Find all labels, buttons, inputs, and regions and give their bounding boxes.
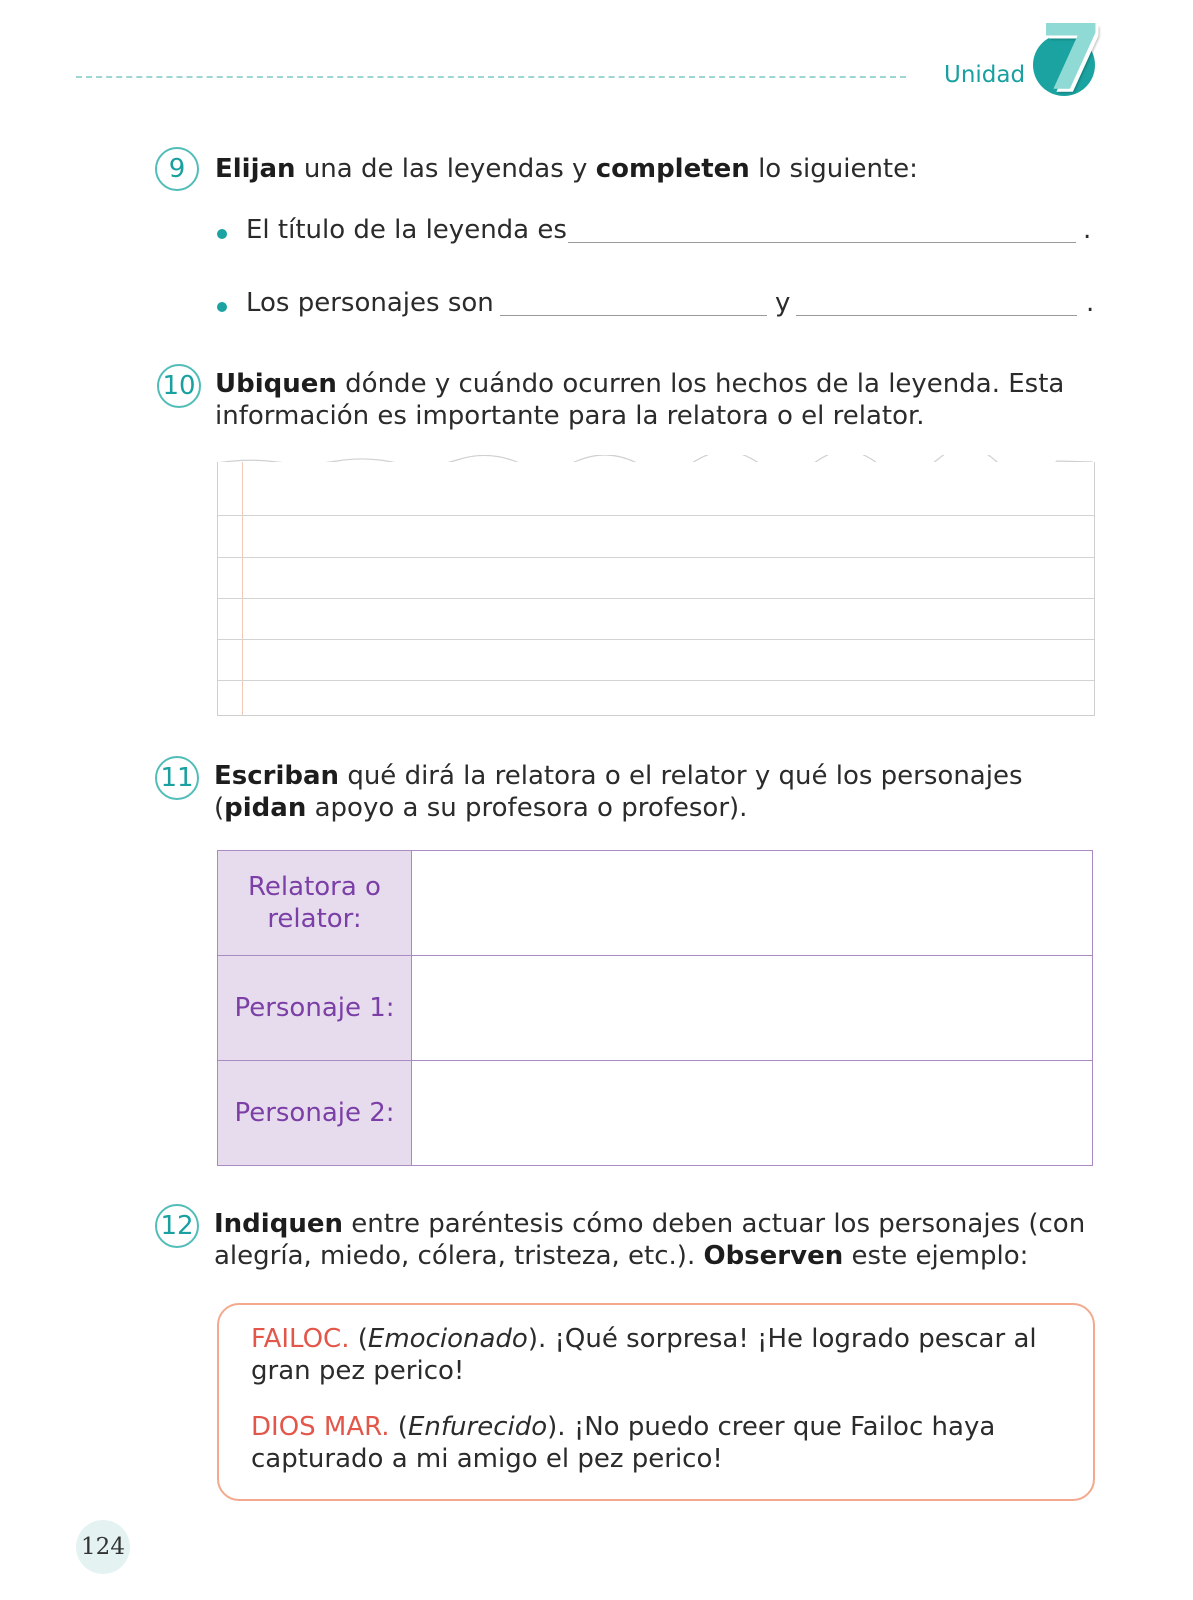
- row-label-narrator: [218, 851, 412, 956]
- row-label-text: Personaje 2:: [234, 1098, 395, 1128]
- paren: (: [389, 1412, 408, 1442]
- activity-11-text-2: apoyo a su profesora o profesor).: [306, 793, 748, 823]
- notebook-rule: [218, 557, 1094, 558]
- activity-number-10: 10: [157, 364, 201, 408]
- unit-label: Unidad: [944, 62, 1026, 88]
- row-label-text: relator:: [267, 904, 362, 934]
- paren: (: [349, 1324, 368, 1354]
- bullet-dot: [217, 229, 227, 239]
- activity-12-verb-1: Indiquen: [214, 1209, 343, 1239]
- character-1-writing-cell[interactable]: [412, 956, 1093, 1061]
- character-1-blank[interactable]: [500, 315, 767, 316]
- legend-title-prompt: El título de la leyenda es: [246, 215, 567, 245]
- activity-11-verb-1: Escriban: [214, 761, 340, 791]
- activity-12-verb-2: Observen: [703, 1241, 844, 1271]
- emotion-1: Emocionado: [367, 1324, 528, 1354]
- example-line-2: [251, 1411, 1071, 1475]
- example-line-1: [251, 1323, 1071, 1387]
- row-label-text: Relatora o: [248, 872, 381, 902]
- activity-number-12: 12: [155, 1204, 199, 1248]
- activity-number-11: 11: [155, 756, 199, 800]
- emotion-2: Enfurecido: [407, 1412, 548, 1442]
- notebook-writing-area[interactable]: [217, 462, 1095, 716]
- roles-table: [217, 850, 1093, 1166]
- notebook-margin-line: [242, 462, 243, 715]
- speech-1b: gran pez perico!: [251, 1356, 465, 1386]
- table-row: [218, 1061, 1093, 1166]
- activity-9-verb-2: completen: [595, 154, 750, 184]
- unit-number: 7: [1040, 6, 1103, 111]
- activity-9-text-1: una de las leyendas y: [295, 154, 596, 184]
- legend-title-blank[interactable]: [568, 242, 1076, 243]
- header-dashed-rule: [76, 76, 906, 78]
- table-row: [218, 851, 1093, 956]
- characters-prompt: Los personajes son: [246, 288, 494, 318]
- activity-9-instruction: [215, 153, 918, 185]
- character-2-blank[interactable]: [796, 315, 1077, 316]
- notebook-rule: [218, 680, 1094, 681]
- character-name-dios-mar: DIOS MAR.: [251, 1412, 390, 1442]
- character-name-failoc: FAILOC.: [251, 1324, 350, 1354]
- notebook-rule: [218, 598, 1094, 599]
- activity-12-text-2: alegría, miedo, cólera, tristeza, etc.).: [214, 1241, 704, 1271]
- character-2-writing-cell[interactable]: [412, 1061, 1093, 1166]
- activity-10-verb: Ubiquen: [215, 369, 337, 399]
- period: .: [1086, 288, 1095, 318]
- bullet-dot: [217, 302, 227, 312]
- speech-2a: ¡No puedo creer que Failoc haya: [573, 1412, 996, 1442]
- activity-12-text-3: este ejemplo:: [843, 1241, 1029, 1271]
- activity-number-9: 9: [155, 147, 199, 191]
- activity-10-text-2: información es importante para la relatora o el relator.: [215, 401, 925, 431]
- row-label-text: Personaje 1:: [234, 993, 395, 1023]
- narrator-writing-cell[interactable]: [412, 851, 1093, 956]
- activity-11-verb-2: pidan: [224, 793, 307, 823]
- speech-2b: capturado a mi amigo el pez perico!: [251, 1444, 723, 1474]
- activity-11-text-1: qué dirá la relatora o el relator y qué los personajes: [339, 761, 1023, 791]
- activity-12-text-1: entre paréntesis cómo deben actuar los personajes (con: [342, 1209, 1086, 1239]
- period: .: [1083, 215, 1092, 245]
- table-row: [218, 956, 1093, 1061]
- connector-y: y: [775, 288, 791, 318]
- row-label-character-1: [218, 956, 412, 1061]
- paren: ).: [547, 1412, 574, 1442]
- activity-12-instruction: [214, 1208, 1114, 1272]
- activity-9-verb-1: Elijan: [215, 154, 296, 184]
- row-label-character-2: [218, 1061, 412, 1166]
- speech-1a: ¡Qué sorpresa! ¡He logrado pescar al: [554, 1324, 1037, 1354]
- notebook-rule: [218, 639, 1094, 640]
- activity-10-text-1: dónde y cuándo ocurren los hechos de la leyenda. Esta: [336, 369, 1065, 399]
- activity-11-instruction: [214, 760, 1094, 824]
- paren: ).: [527, 1324, 555, 1354]
- activity-10-instruction: [215, 368, 1095, 432]
- activity-11-paren-open: (: [214, 793, 225, 823]
- page-number: 124: [81, 1534, 125, 1560]
- notebook-rule: [218, 515, 1094, 516]
- dialogue-example-box: [217, 1303, 1095, 1501]
- activity-9-text-2: lo siguiente:: [749, 154, 918, 184]
